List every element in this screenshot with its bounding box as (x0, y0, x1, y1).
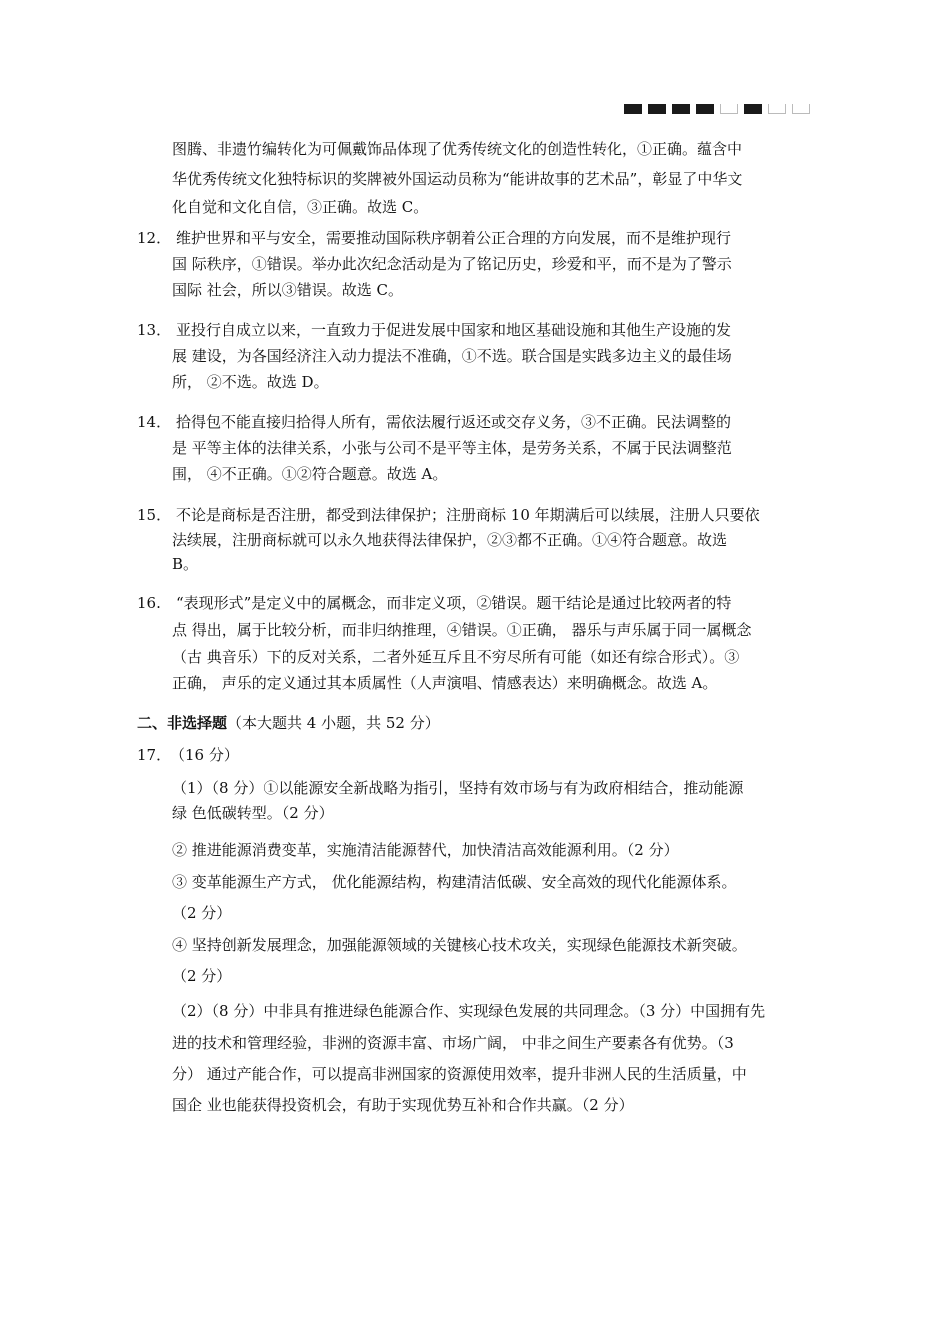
question-number: 13． (137, 321, 172, 339)
q17-line: （2 分） (172, 904, 232, 922)
question-number: 12． (137, 229, 172, 247)
q16-line: （古 典音乐）下的反对关系，二者外延互斥且不穷尽所有可能（如还有综合形式）。③ (172, 648, 740, 666)
q17-line: 绿 色低碳转型。（2 分） (172, 804, 334, 822)
q12-line: 维护世界和平与安全，需要推动国际秩序朝着公正合理的方向发展，而不是维护现行 (176, 229, 732, 247)
q17-line: ③ 变革能源生产方式， 优化能源结构，构建清洁低碳、安全高效的现代化能源体系。 (172, 873, 737, 891)
q16-line: 正确， 声乐的定义通过其本质属性（人声演唱、情感表达）来明确概念。故选 A。 (172, 674, 718, 692)
header-mark (792, 104, 810, 114)
header-mark (720, 104, 738, 114)
q15-line: B。 (172, 555, 199, 573)
question-number: 16. (137, 594, 161, 612)
q17-line: ④ 坚持创新发展理念，加强能源领域的关键核心技术攻关，实现绿色能源技术新突破。 (172, 936, 747, 954)
header-marks (624, 104, 810, 116)
q12-line: 国 际秩序，①错误。举办此次纪念活动是为了铭记历史，珍爱和平，而不是为了警示 (172, 255, 732, 273)
question-number: 15． (137, 506, 172, 524)
q17-line: （2）（8 分）中非具有推进绿色能源合作、实现绿色发展的共同理念。（3 分）中国拥有先 (172, 1002, 766, 1020)
q14-line: 是 平等主体的法律关系，小张与公司不是平等主体，是劳务关系，不属于民法调整范 (172, 439, 732, 457)
q16-line: 点 得出，属于比较分析，而非归纳推理，④错误。①正确， 器乐与声乐属于同一属概念 (172, 621, 752, 639)
q13-line: 所， ②不选。故选 D。 (172, 373, 329, 391)
q11-line: 华优秀传统文化独特标识的奖牌被外国运动员称为“能讲故事的艺术品”，彰显了中华文 (172, 170, 743, 188)
q14-line: 拾得包不能直接归拾得人所有，需依法履行返还或交存义务，③不正确。民法调整的 (176, 413, 732, 431)
section-title: 二、非选择题 (137, 714, 228, 732)
question-number: 17． (137, 746, 172, 764)
q17-line: 分） 通过产能合作，可以提高非洲国家的资源使用效率，提升非洲人民的生活质量，中 (172, 1065, 747, 1083)
q17-line: 进的技术和管理经验，非洲的资源丰富、市场广阔， 中非之间生产要素各有优势。（3 (172, 1034, 734, 1052)
q16-line: “表现形式”是定义中的属概念，而非定义项，②错误。题干结论是通过比较两者的特 (176, 594, 732, 612)
header-mark (648, 104, 666, 114)
q13-line: 展 建设，为各国经济注入动力提法不准确，①不选。联合国是实践多边主义的最佳场 (172, 347, 732, 365)
section-heading (137, 713, 440, 733)
q17-head: （16 分） (170, 746, 239, 764)
q17-line: 国企 业也能获得投资机会，有助于实现优势互补和合作共赢。（2 分） (172, 1096, 634, 1114)
header-mark (624, 104, 642, 114)
header-mark (696, 104, 714, 114)
header-mark (672, 104, 690, 114)
q14-line: 围， ④不正确。①②符合题意。故选 A。 (172, 465, 448, 483)
q17-line: ② 推进能源消费变革，实施清洁能源替代，加快清洁高效能源利用。（2 分） (172, 841, 679, 859)
q15-line: 法续展，注册商标就可以永久地获得法律保护，②③都不正确。①④符合题意。故选 (172, 531, 728, 549)
q13-line: 亚投行自成立以来，一直致力于促进发展中国家和地区基础设施和其他生产设施的发 (176, 321, 732, 339)
q12-line: 国际 社会，所以③错误。故选 C。 (172, 281, 404, 299)
header-mark (768, 104, 786, 114)
q17-line: （1）（8 分）①以能源安全新战略为指引，坚持有效市场与有为政府相结合，推动能源 (172, 779, 744, 797)
header-mark (744, 104, 762, 114)
q11-line: 化自觉和文化自信，③正确。故选 C。 (172, 198, 429, 216)
q11-line: 图腾、非遗竹编转化为可佩戴饰品体现了优秀传统文化的创造性转化，①正确。蕴含中 (172, 140, 743, 158)
q15-line: 不论是商标是否注册，都受到法律保护；注册商标 10 年期满后可以续展，注册人只要依 (176, 506, 760, 524)
question-number: 14． (137, 413, 172, 431)
section-subtitle: （本大题共 4 小题，共 52 分） (227, 714, 440, 732)
q17-line: （2 分） (172, 967, 232, 985)
